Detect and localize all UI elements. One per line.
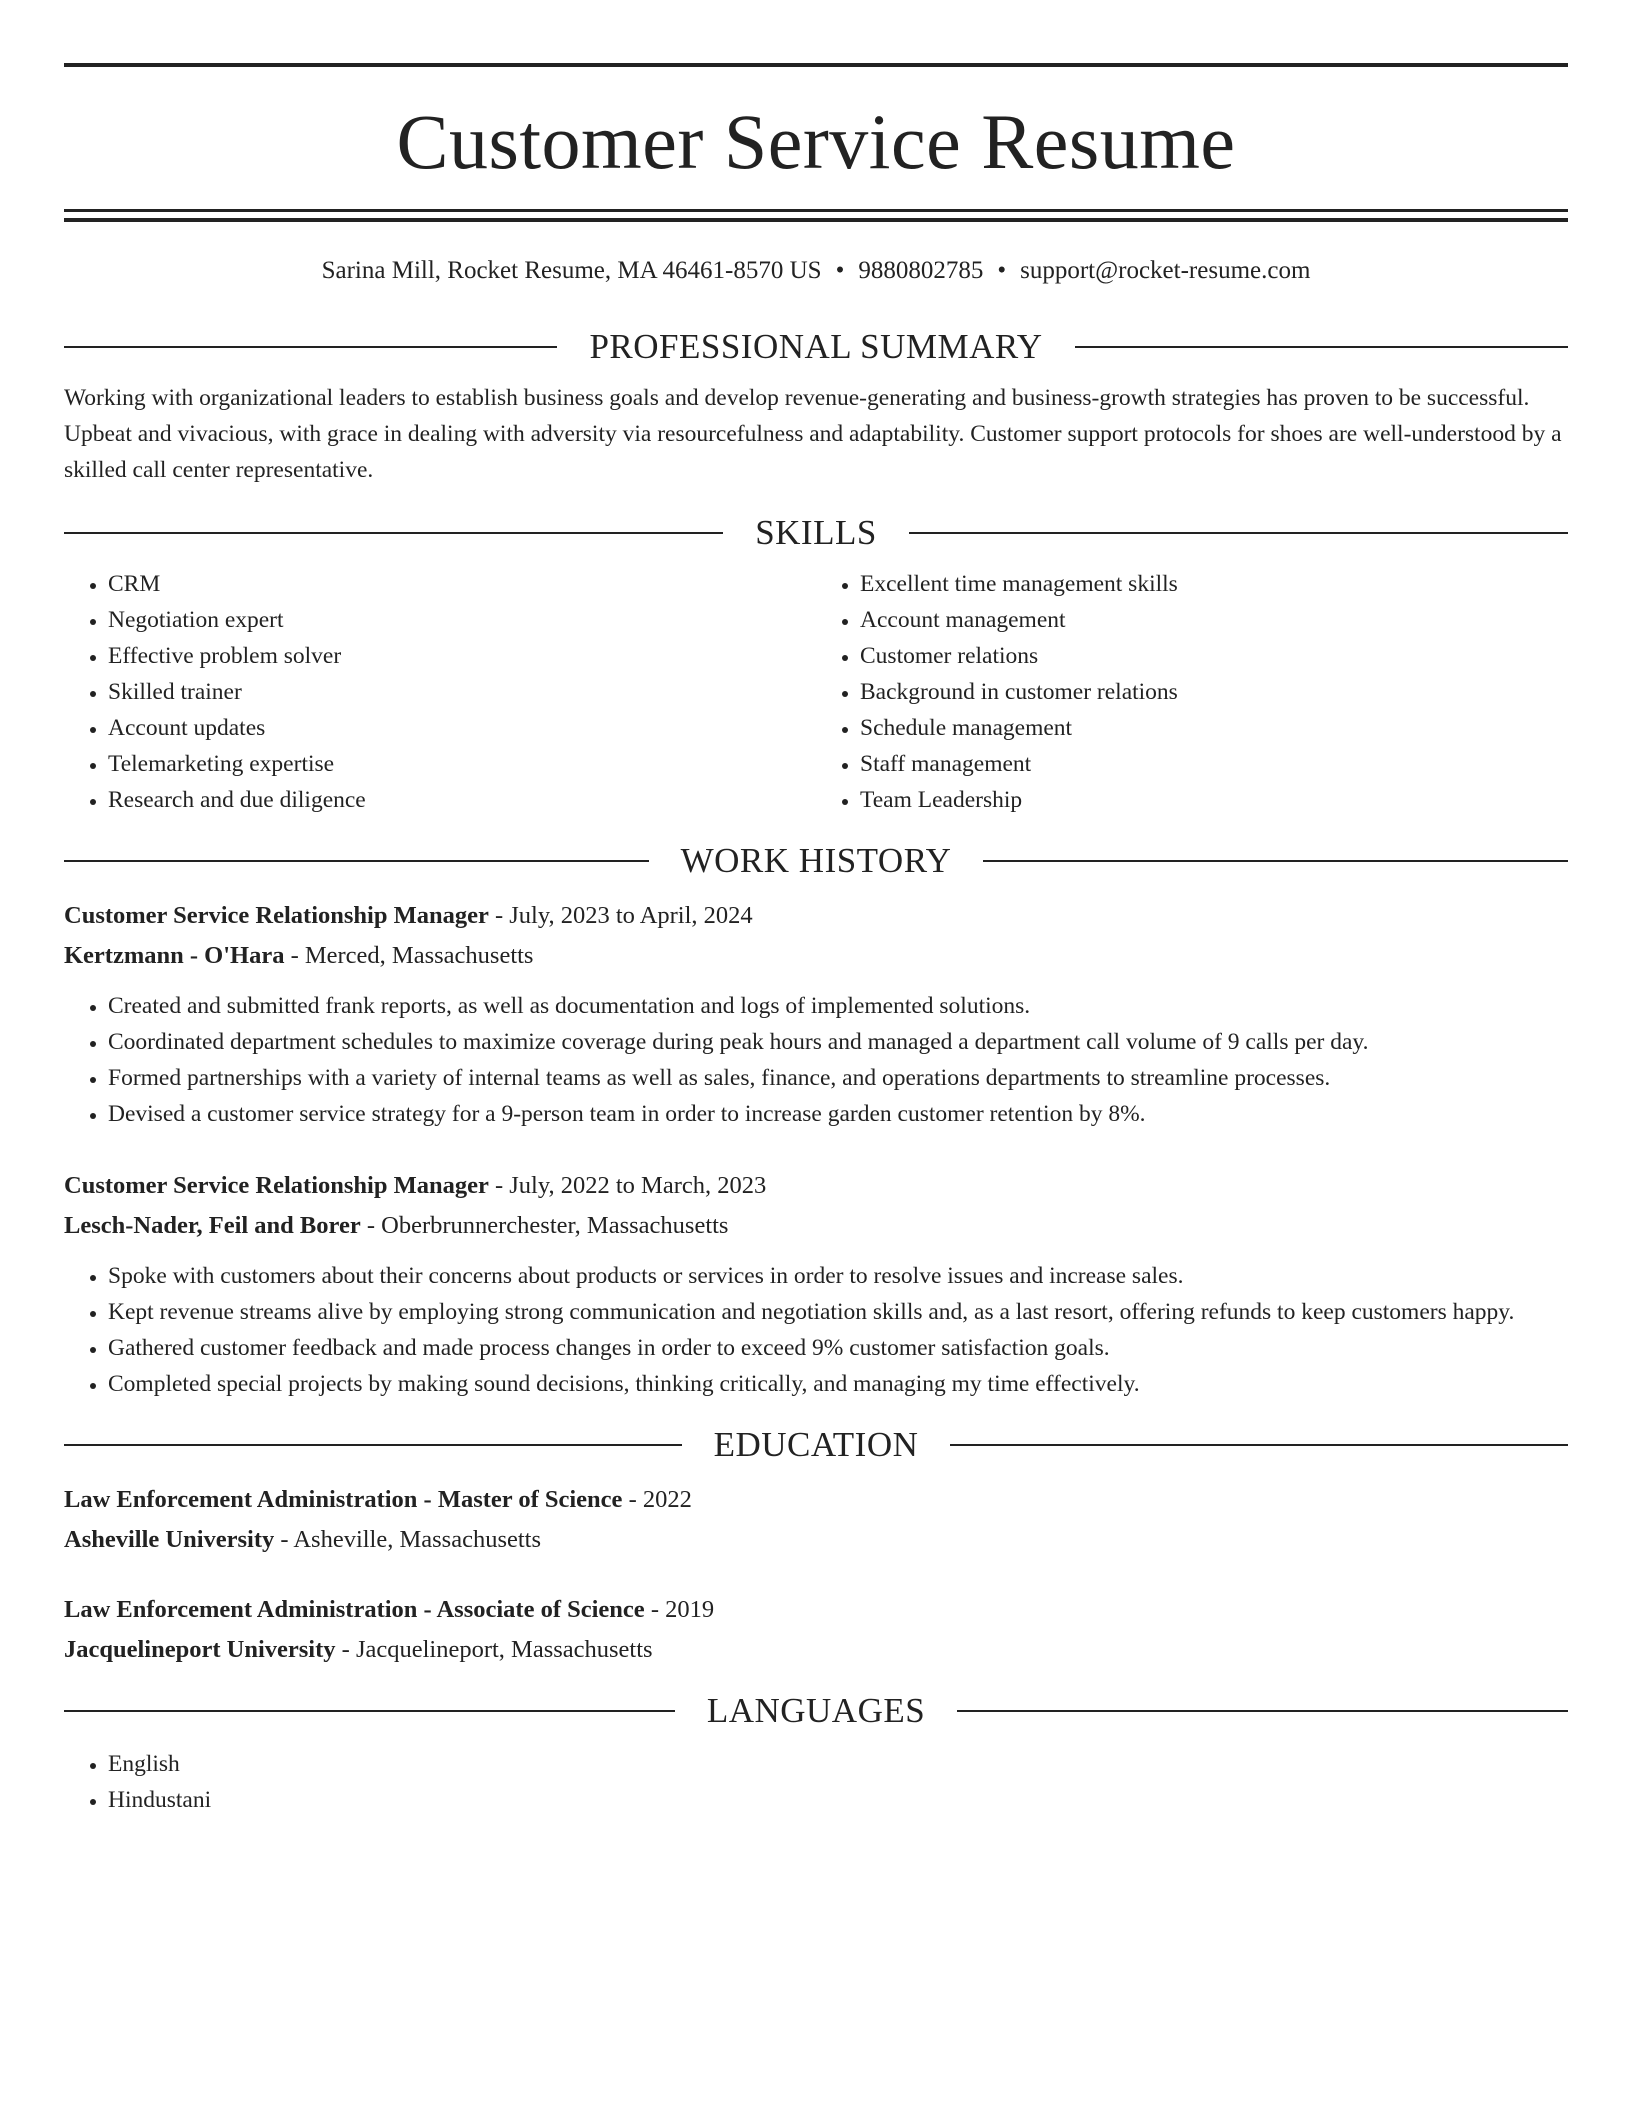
language-item: • Hindustani	[108, 1782, 1568, 1818]
education-location: - Asheville, Massachusetts	[274, 1526, 542, 1553]
education-degree-line	[64, 1590, 1568, 1630]
job-dates: - July, 2022 to March, 2023	[488, 1172, 767, 1199]
skill-item: • Effective problem solver	[108, 638, 816, 674]
skills-list-left	[64, 566, 816, 818]
heading-rule	[64, 346, 557, 348]
job-bullet: • Devised a customer service strategy for a 9-person team in order to increase garden customer retention by 8%.	[108, 1096, 1568, 1132]
skill-item: • Telemarketing expertise	[108, 746, 816, 782]
education-school: Asheville University	[64, 1526, 275, 1553]
job-company: Kertzmann - O'Hara	[64, 942, 285, 969]
skill-item: • Schedule management	[860, 710, 1568, 746]
top-rule	[64, 63, 1568, 67]
heading-rule	[950, 1444, 1568, 1446]
skills-list-right	[816, 566, 1568, 818]
contact-separator: •	[997, 257, 1007, 284]
job-bullet: • Gathered customer feedback and made process changes in order to exceed 9% customer satisfaction goals.	[108, 1330, 1568, 1366]
contact-address: Sarina Mill, Rocket Resume, MA 46461-8570 US	[321, 257, 822, 284]
skill-item: • Skilled trainer	[108, 674, 816, 710]
heading-rule	[64, 1710, 675, 1712]
job-bullet: • Spoke with customers about their concerns about products or services in order to resolve issues and increase sales.	[108, 1258, 1568, 1294]
heading-rule	[1075, 346, 1568, 348]
education-year: - 2022	[622, 1486, 692, 1513]
language-item: • English	[108, 1746, 1568, 1782]
job-bullet: • Formed partnerships with a variety of internal teams as well as sales, finance, and operations departments to streamline processes.	[108, 1060, 1568, 1096]
job-title: Customer Service Relationship Manager	[64, 1172, 489, 1199]
section-title: EDUCATION	[713, 1425, 919, 1464]
languages-list	[64, 1746, 1568, 1818]
section-heading-summary	[64, 326, 1568, 368]
job-company-line	[64, 936, 1568, 976]
education-degree: Law Enforcement Administration - Master of Science	[64, 1486, 623, 1513]
job-bullet: • Completed special projects by making sound decisions, thinking critically, and managing my time effectively.	[108, 1366, 1568, 1402]
section-title: PROFESSIONAL SUMMARY	[589, 327, 1043, 366]
skill-item: • Research and due diligence	[108, 782, 816, 818]
contact-line	[64, 256, 1568, 286]
summary-text: Working with organizational leaders to establish business goals and develop revenue-generating and business-growth strategies has proven to be successful. Upbeat and vivacious, with grace in dealing with adversity via resourcefulness and adaptability. Customer support protocols for shoes are well-understood by a skilled call center representative.	[64, 385, 1562, 483]
section-title: SKILLS	[755, 513, 877, 552]
job-bullet: • Created and submitted frank reports, as well as documentation and logs of implemented solutions.	[108, 988, 1568, 1024]
skill-item: • Account management	[860, 602, 1568, 638]
job-entry	[64, 896, 1568, 1132]
skill-item: • Staff management	[860, 746, 1568, 782]
skill-item: • Excellent time management skills	[860, 566, 1568, 602]
skill-item: • Team Leadership	[860, 782, 1568, 818]
job-location: - Oberbrunnerchester, Massachusetts	[360, 1212, 729, 1239]
section-title: WORK HISTORY	[680, 841, 952, 880]
job-dates: - July, 2023 to April, 2024	[488, 902, 753, 929]
skills-columns	[64, 566, 1568, 818]
contact-separator: •	[835, 257, 845, 284]
job-title-line	[64, 1166, 1568, 1206]
education-year: - 2019	[644, 1596, 715, 1623]
heading-rule	[64, 1444, 682, 1446]
job-title-line	[64, 896, 1568, 936]
education-school-line	[64, 1520, 1568, 1560]
job-bullet: • Kept revenue streams alive by employing strong communication and negotiation skills and, as a last resort, offering refunds to keep customers happy.	[108, 1294, 1568, 1330]
section-title: LANGUAGES	[706, 1691, 926, 1730]
skill-item: • Negotiation expert	[108, 602, 816, 638]
education-location: - Jacquelineport, Massachusetts	[335, 1636, 653, 1663]
job-company: Lesch-Nader, Feil and Borer	[64, 1212, 361, 1239]
education-school: Jacquelineport University	[64, 1636, 336, 1663]
heading-rule	[909, 532, 1568, 534]
section-heading-skills	[64, 512, 1568, 554]
skill-item: • CRM	[108, 566, 816, 602]
resume-title: Customer Service Resume	[396, 98, 1236, 185]
education-degree-line	[64, 1480, 1568, 1520]
skill-item: • Account updates	[108, 710, 816, 746]
section-heading-work-history	[64, 840, 1568, 882]
job-location: - Merced, Massachusetts	[284, 942, 534, 969]
job-bullets	[64, 988, 1568, 1132]
education-entry	[64, 1480, 1568, 1560]
section-heading-languages	[64, 1690, 1568, 1732]
heading-rule	[64, 860, 649, 862]
job-company-line	[64, 1206, 1568, 1246]
job-entry	[64, 1166, 1568, 1402]
section-heading-education	[64, 1424, 1568, 1466]
skill-item: • Customer relations	[860, 638, 1568, 674]
contact-email: support@rocket-resume.com	[1020, 257, 1311, 284]
education-degree: Law Enforcement Administration - Associate of Science	[64, 1596, 645, 1623]
job-title: Customer Service Relationship Manager	[64, 902, 489, 929]
job-bullet: • Coordinated department schedules to maximize coverage during peak hours and managed a department call volume of 9 calls per day.	[108, 1024, 1568, 1060]
education-entry	[64, 1590, 1568, 1670]
heading-rule	[983, 860, 1568, 862]
job-bullets	[64, 1258, 1568, 1402]
heading-rule	[957, 1710, 1568, 1712]
title-double-rule	[64, 209, 1568, 222]
contact-phone: 9880802785	[858, 257, 984, 284]
heading-rule	[64, 532, 723, 534]
education-school-line	[64, 1630, 1568, 1670]
skill-item: • Background in customer relations	[860, 674, 1568, 710]
